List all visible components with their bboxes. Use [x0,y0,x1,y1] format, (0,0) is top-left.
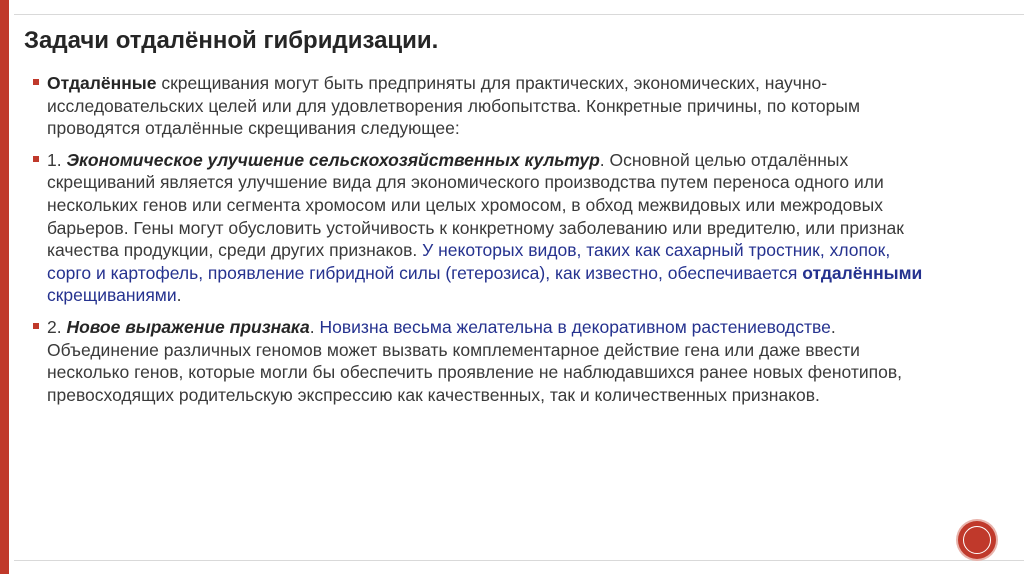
item-2-text: . Объединение различных геномов может вызвать комплементарное действие гена или даже ввести несколько генов, которые могли бы обеспечить проявление не наблюдавшихся ранее новых фенотипов, превосходящих родительскую экспрессию как качественных, так и количественных признаков. [47,316,903,405]
slide-content [33,72,933,415]
item-1-blue-bold: отдалёнными [802,262,923,283]
slide-title: Задачи отдалённой гибридизации. [24,27,439,54]
top-rule [14,14,1024,15]
bullet-icon [33,323,39,329]
intro-bold-term: Отдалённые [47,73,157,93]
paragraph-item-2 [33,316,933,406]
item-1-blue-text: У некоторых видов, таких как сахарный тростник, хлопок, сорго и картофель, проявление гибридной силы (гетерозиса), как известно, обеспечивается [47,240,891,283]
item-2-dot: . [309,316,320,337]
item-2-number: 2. [47,316,67,337]
paragraph-item-1 [33,149,933,307]
intro-text: скрещивания могут быть предприняты для практических, экономических, научно-исследовательских целей или для удовлетворения любопытства. Конкретные причины, по которым проводятся отдалённые скрещивания следующее: [47,73,861,139]
item-2-heading: Новое выражение признака [66,316,310,337]
circle-icon [963,526,991,554]
paragraph-intro [33,72,933,140]
item-1-heading: Экономическое улучшение сельскохозяйственных культур [66,149,600,170]
item-1-end: . [176,285,182,306]
accent-bar [0,0,9,574]
bottom-rule [14,560,1024,561]
item-1-text: . Основной целью отдалённых скрещиваний является улучшение вида для экономического производства путем переноса одного или нескольких генов или сегмента хромосом или целых хромосом, в обход межвидовых или межродовых барьеров. Гены могут обусловить устойчивость к конкретному заболеванию или вредителю, или признак качества продукции, среди других признаков. [47,149,904,261]
next-slide-button[interactable] [958,521,996,559]
item-2-blue-text: Новизна весьма желательна в декоративном растениеводстве [319,316,831,337]
item-1-number: 1. [47,149,67,170]
item-1-blue-tail: скрещиваниями [47,285,177,306]
bullet-icon [33,156,39,162]
bullet-icon [33,79,39,85]
